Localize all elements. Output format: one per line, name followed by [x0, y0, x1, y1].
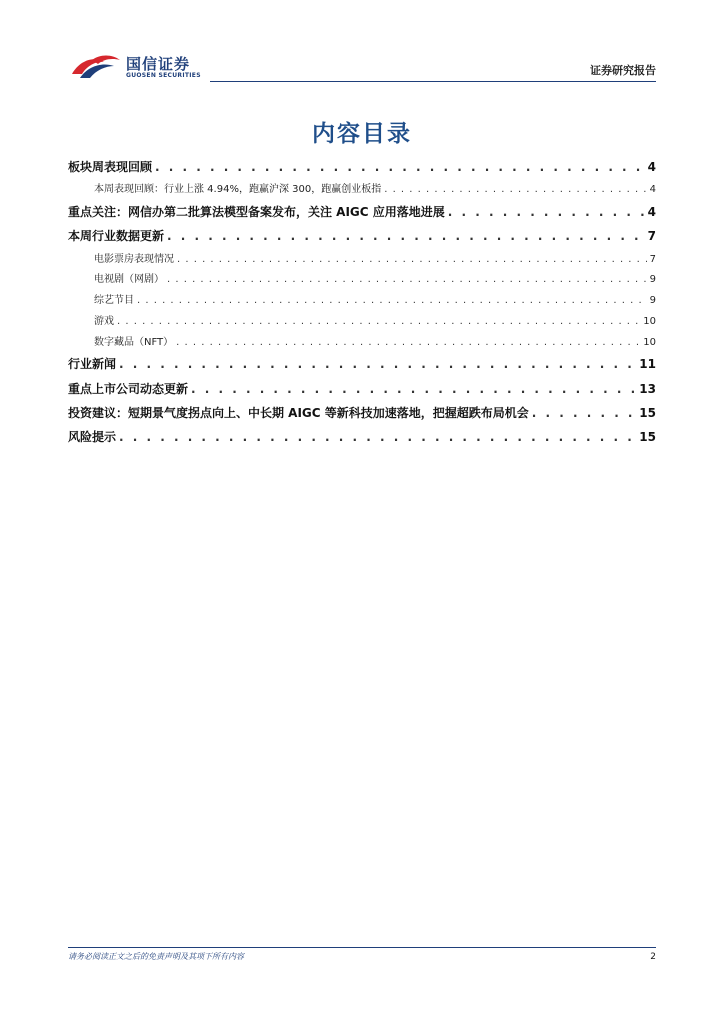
toc-entry-page: 10 — [643, 337, 656, 348]
toc-entry[interactable] — [68, 158, 656, 175]
toc-entry[interactable] — [68, 250, 656, 265]
toc-dot-leader — [119, 430, 636, 444]
report-type-label: 证券研究报告 — [590, 64, 656, 77]
toc-title: 内容目录 — [312, 121, 412, 147]
toc-dot-leader — [119, 357, 636, 371]
toc-entry-page: 13 — [639, 382, 656, 396]
logo-english-name: GUOSEN SECURITIES — [126, 72, 201, 79]
toc-entry[interactable] — [68, 404, 656, 421]
toc-entry-label: 重点上市公司动态更新 — [68, 382, 189, 396]
toc-entry[interactable] — [68, 355, 656, 372]
toc-dot-leader — [137, 295, 647, 306]
toc-dot-leader — [117, 316, 640, 327]
toc-entry[interactable] — [68, 428, 656, 445]
toc-entry-page: 4 — [649, 184, 656, 195]
toc-dot-leader — [176, 337, 640, 348]
page-number: 2 — [650, 952, 656, 962]
toc-dot-leader — [155, 160, 645, 174]
toc-entry-page: 11 — [639, 357, 656, 371]
toc-entry-label: 本周表现回顾：行业上涨 4.94%，跑赢沪深 300，跑赢创业板指 — [94, 184, 382, 195]
toc-entry-page: 9 — [649, 274, 656, 285]
footer-divider — [68, 947, 656, 948]
toc-entry-label: 重点关注：网信办第二批算法模型备案发布，关注 AIGC 应用落地进展 — [68, 205, 445, 219]
toc-entry-label: 本周行业数据更新 — [68, 229, 165, 243]
footer-disclaimer: 请务必阅读正文之后的免责声明及其项下所有内容 — [68, 952, 244, 961]
guosen-logo-icon — [70, 52, 122, 82]
toc-dot-leader — [191, 382, 636, 396]
toc-entry-label: 电影票房表现情况 — [94, 254, 174, 265]
toc-dot-leader — [384, 184, 646, 195]
toc-entry-page: 4 — [647, 205, 656, 219]
toc-dot-leader — [532, 406, 637, 420]
page-header — [70, 50, 656, 84]
header-divider — [210, 81, 656, 82]
toc-entry-label: 电视剧（网剧） — [94, 274, 164, 285]
toc-entry-page: 4 — [647, 160, 656, 174]
toc-dot-leader — [167, 229, 645, 243]
toc-dot-leader — [448, 205, 645, 219]
toc-entry-label: 投资建议：短期景气度拐点向上、中长期 AIGC 等新科技加速落地，把握超跌布局机会 — [68, 406, 529, 420]
toc-entry[interactable] — [68, 203, 656, 220]
toc-entry[interactable] — [68, 291, 656, 306]
toc-entry-label: 板块周表现回顾 — [68, 160, 153, 174]
toc-entry-page: 9 — [649, 295, 656, 306]
toc-entry[interactable] — [68, 180, 656, 195]
toc-entry-page: 10 — [643, 316, 656, 327]
toc-entry[interactable] — [68, 380, 656, 397]
toc-entry-page: 7 — [647, 229, 656, 243]
toc-entry[interactable] — [68, 333, 656, 348]
toc-entry[interactable] — [68, 227, 656, 244]
toc-entry[interactable] — [68, 312, 656, 327]
logo-chinese-name: 国信证券 — [126, 55, 191, 73]
toc-entry-page: 15 — [639, 430, 656, 444]
toc-dot-leader — [167, 274, 647, 285]
toc-dot-leader — [177, 254, 647, 265]
toc-entry-page: 15 — [639, 406, 656, 420]
toc-entry-label: 行业新闻 — [68, 357, 117, 371]
company-logo — [70, 50, 210, 84]
toc-entry-label: 综艺节目 — [94, 295, 134, 306]
toc-entry-label: 风险提示 — [68, 430, 117, 444]
toc-entry[interactable] — [68, 270, 656, 285]
toc-entry-label: 游戏 — [94, 316, 114, 327]
toc-entry-label: 数字藏品（NFT） — [94, 337, 174, 348]
toc-entry-page: 7 — [649, 254, 656, 265]
